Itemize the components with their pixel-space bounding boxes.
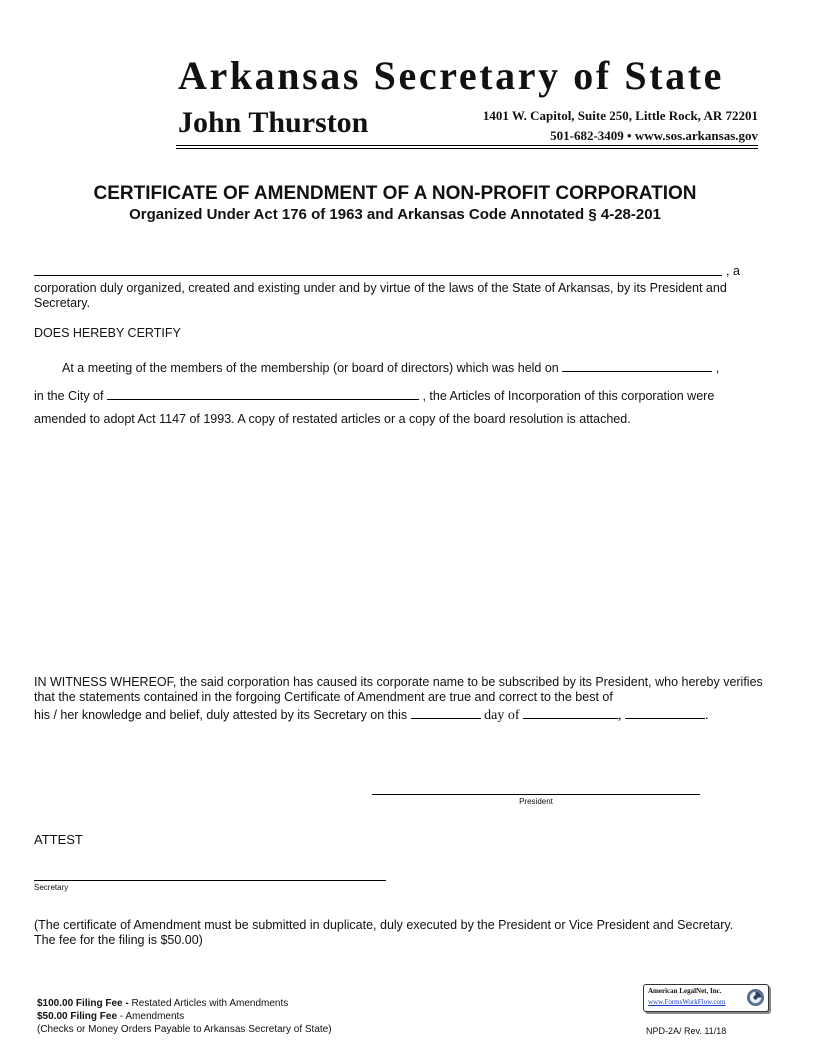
witness-month-field[interactable] — [523, 706, 618, 719]
day-of-label: day of — [484, 708, 520, 723]
agency-name: Arkansas Secretary of State — [178, 53, 725, 98]
official-name: John Thurston — [178, 106, 369, 139]
name-suffix: , a — [726, 264, 740, 278]
fee-restated-desc: Restated Articles with Amendments — [128, 998, 289, 1009]
witness-period: . — [704, 708, 709, 723]
certify-heading: DOES HEREBY CERTIFY — [34, 326, 181, 340]
city-field[interactable] — [107, 387, 419, 400]
witness-year-field[interactable] — [625, 706, 705, 719]
meeting-suffix: , — [715, 361, 720, 375]
president-signature-field[interactable] — [372, 794, 700, 795]
filing-note: (The certificate of Amendment must be submitted in duplicate, duly executed by the President or Vice President and Secretary. The fee for the filing is $50.00) — [34, 918, 734, 947]
city-suffix: , the Articles of Incorporation of this corporation were — [422, 389, 715, 403]
city-prefix: in the City of — [34, 389, 104, 403]
city-line — [34, 387, 714, 404]
witness-comma: , — [617, 708, 622, 723]
checks-note: (Checks or Money Orders Payable to Arkansas Secretary of State) — [37, 1024, 332, 1035]
secretary-label: Secretary — [34, 883, 69, 892]
witness-date-line — [34, 706, 708, 723]
secretary-signature-field[interactable] — [34, 880, 386, 881]
document-title: CERTIFICATE OF AMENDMENT OF A NON-PROFIT CORPORATION — [93, 183, 697, 204]
badge-link[interactable]: www.FormsWorkFlow.com — [648, 998, 726, 1006]
fee-amendment-amount: $50.00 Filing Fee — [37, 1011, 118, 1022]
fee-amendment-desc: - Amendments — [117, 1011, 185, 1022]
amended-text: amended to adopt Act 1147 of 1993. A copy of restated articles or a copy of the board resolution is attached. — [34, 412, 631, 426]
meeting-date-field[interactable] — [562, 359, 712, 372]
fee-restated-amount: $100.00 Filing Fee - — [37, 998, 129, 1009]
attest-heading: ATTEST — [34, 832, 83, 847]
legalnet-badge[interactable] — [643, 984, 769, 1012]
fee-amendment — [37, 1011, 184, 1023]
fee-restated — [37, 998, 288, 1010]
agency-contact: 501-682-3409 • www.sos.arkansas.gov — [550, 128, 758, 143]
form-number: NPD-2A/ Rev. 11/18 — [646, 1026, 727, 1036]
witness-last-prefix: his / her knowledge and belief, duly attested by its Secretary on this — [34, 708, 408, 722]
globe-icon — [746, 988, 765, 1007]
badge-company: American LegalNet, Inc. — [648, 987, 722, 995]
document-subtitle: Organized Under Act 176 of 1963 and Arkansas Code Annotated § 4-28-201 — [129, 206, 661, 223]
meeting-line — [62, 359, 719, 376]
corporation-name-field[interactable] — [34, 262, 722, 276]
witness-paragraph: IN WITNESS WHEREOF, the said corporation has caused its corporate name to be subscribed by its President, who hereby verifies that the statements contained in the forgoing Certificate of Amendment are true and correct to the best of — [34, 675, 763, 704]
corporation-paragraph: corporation duly organized, created and existing under and by virtue of the laws of the State of Arkansas, by its President and Secretary. — [34, 281, 727, 310]
president-label: President — [519, 797, 553, 806]
agency-address: 1401 W. Capitol, Suite 250, Little Rock, AR 72201 — [482, 108, 758, 123]
witness-day-field[interactable] — [411, 706, 481, 719]
meeting-prefix: At a meeting of the members of the membership (or board of directors) which was held on — [62, 361, 559, 375]
letterhead-rule — [176, 145, 758, 146]
letterhead-rule — [176, 148, 758, 149]
